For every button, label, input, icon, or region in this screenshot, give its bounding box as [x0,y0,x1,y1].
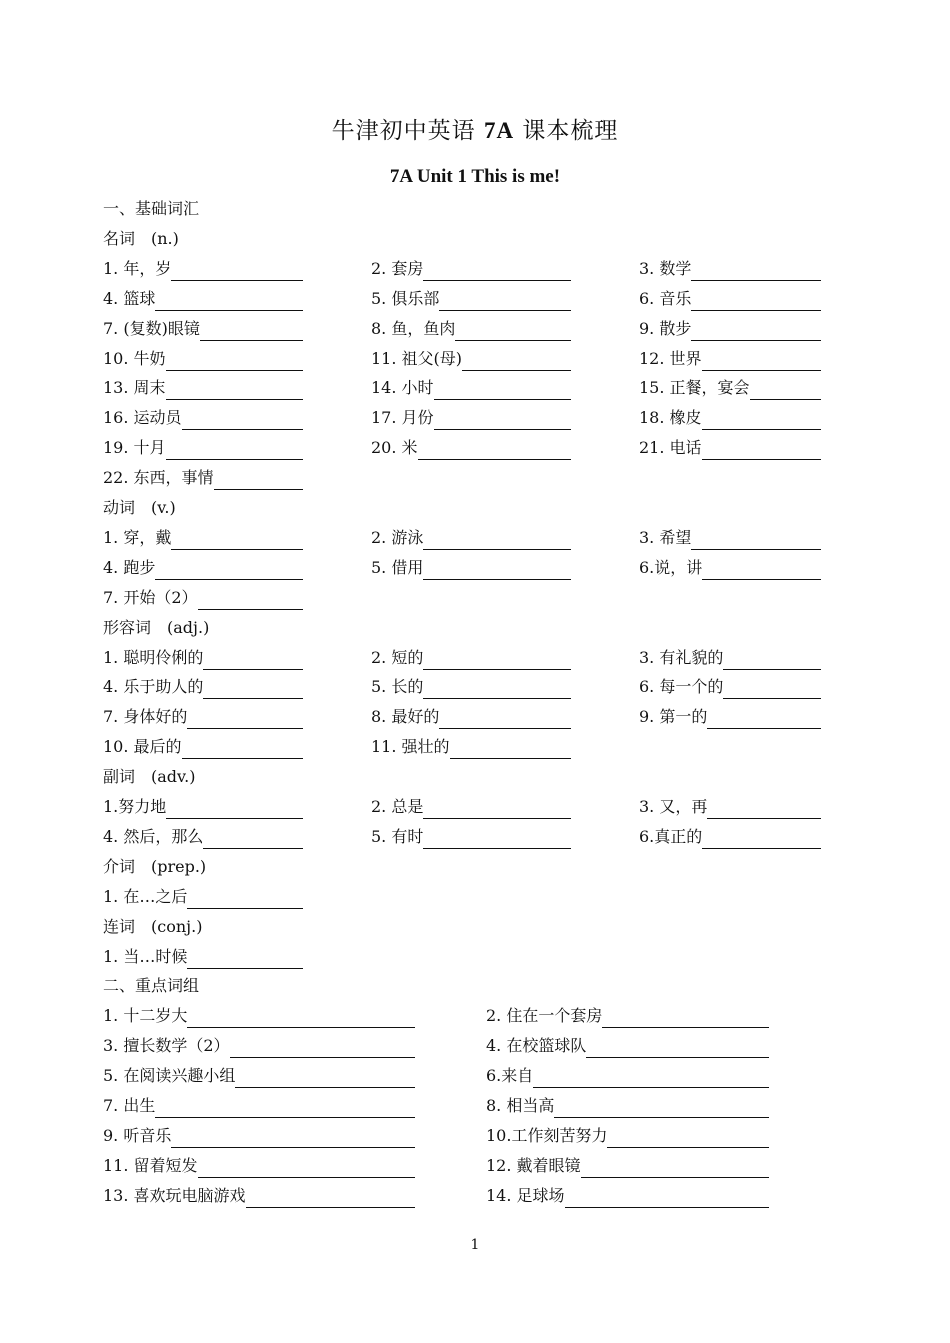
answer-blank[interactable] [707,800,821,819]
vocab-prompt: 15. 正餐，宴会 [639,378,750,397]
section-heading: 一、基础词汇 [103,199,200,218]
vocab-prompt: 1. 在…之后 [103,887,188,906]
vocab-row [0,317,950,341]
answer-blank[interactable] [166,381,303,400]
vocab-row [0,287,950,311]
vocab-item [103,257,303,281]
vocab-item [639,646,821,670]
vocab-prompt: 7. 开始（2） [103,588,198,607]
answer-blank[interactable] [171,531,303,550]
vocab-prompt: 5. 有时 [371,827,424,846]
vocab-item [371,735,571,759]
vocab-prompt: 7. (复数)眼镜 [103,319,200,338]
answer-blank[interactable] [155,292,303,311]
answer-blank[interactable] [565,1189,769,1208]
vocab-row [0,257,950,281]
vocab-item [371,436,571,460]
vocab-prompt: 2. 套房 [371,259,424,278]
vocab-row [0,376,950,400]
vocab-item [103,436,303,460]
vocab-item [103,1034,415,1058]
vocab-item [639,795,821,819]
vocab-item [371,556,571,580]
answer-blank[interactable] [171,1129,415,1148]
answer-blank[interactable] [423,531,571,550]
answer-blank[interactable] [691,531,821,550]
vocab-prompt: 5. 借用 [371,558,424,577]
vocab-item [103,1064,415,1088]
answer-blank[interactable] [166,352,303,371]
vocab-item [103,735,303,759]
vocab-item [486,1004,769,1028]
vocab-prompt: 7. 身体好的 [103,707,188,726]
vocab-prompt: 13. 喜欢玩电脑游戏 [103,1186,246,1205]
vocab-item [103,1124,415,1148]
vocab-prompt: 10. 牛奶 [103,349,166,368]
page-title [0,112,950,145]
vocab-item [103,646,303,670]
phrase-row [0,1094,950,1118]
vocab-row [0,406,950,430]
vocab-prompt: 8. 相当高 [486,1096,555,1115]
vocab-prompt: 12. 世界 [639,349,702,368]
answer-blank[interactable] [203,651,303,670]
vocab-prompt: 1. 年，岁 [103,259,172,278]
answer-blank[interactable] [455,322,571,341]
title-prefix: 牛津初中英语 [331,118,476,144]
vocab-prompt: 16. 运动员 [103,408,182,427]
answer-blank[interactable] [166,800,303,819]
vocab-item [639,317,821,341]
answer-blank[interactable] [155,561,303,580]
answer-blank[interactable] [707,710,821,729]
vocab-prompt: 11. 强壮的 [371,737,450,756]
vocab-item [486,1184,769,1208]
vocab-item [639,347,821,371]
vocab-prompt: 9. 第一的 [639,707,708,726]
word-class-label: 动词 (v.) [103,498,176,517]
vocab-item [371,257,571,281]
vocab-prompt: 2. 总是 [371,797,424,816]
vocab-row [0,556,950,580]
vocab-prompt: 2. 住在一个套房 [486,1006,603,1025]
vocab-item [103,376,303,400]
answer-blank[interactable] [187,950,303,969]
vocab-prompt: 4. 篮球 [103,289,156,308]
vocab-item [103,825,303,849]
vocab-prompt: 21. 电话 [639,438,702,457]
vocab-item [103,556,303,580]
vocab-item [486,1064,769,1088]
vocab-item [103,287,303,311]
vocab-prompt: 3. 擅长数学（2） [103,1036,230,1055]
vocab-prompt: 11. 留着短发 [103,1156,198,1175]
vocab-prompt: 5. 长的 [371,677,424,696]
title-suffix: 课本梳理 [522,118,619,144]
answer-blank[interactable] [200,322,303,341]
vocab-item [103,1094,415,1118]
vocab-prompt: 5. 在阅读兴趣小组 [103,1066,236,1085]
answer-blank[interactable] [171,262,303,281]
vocab-prompt: 2. 短的 [371,648,424,667]
vocab-row [0,347,950,371]
answer-blank[interactable] [691,292,821,311]
vocab-item [371,825,571,849]
vocab-row [0,825,950,849]
vocab-prompt: 7. 出生 [103,1096,156,1115]
answer-blank[interactable] [418,441,571,460]
vocab-item [486,1034,769,1058]
vocab-prompt: 3. 希望 [639,528,692,547]
vocab-row [0,945,950,969]
vocab-prompt: 6. 音乐 [639,289,692,308]
answer-blank[interactable] [246,1189,415,1208]
vocab-prompt: 4. 然后，那么 [103,827,204,846]
vocab-prompt: 6.真正的 [639,827,703,846]
answer-blank[interactable] [187,1009,415,1028]
answer-blank[interactable] [187,890,303,909]
vocab-item [103,1154,415,1178]
vocab-row [0,526,950,550]
vocab-item [103,1184,415,1208]
vocab-prompt: 20. 米 [371,438,418,457]
vocab-item [639,556,821,580]
vocab-row [0,466,950,490]
answer-blank[interactable] [554,1099,769,1118]
answer-blank[interactable] [423,680,571,699]
answer-blank[interactable] [439,292,571,311]
answer-blank[interactable] [607,1129,769,1148]
answer-blank[interactable] [182,411,303,430]
vocab-prompt: 6.说，讲 [639,558,703,577]
vocab-prompt: 1. 穿，戴 [103,528,172,547]
answer-blank[interactable] [581,1159,769,1178]
vocab-prompt: 3. 数学 [639,259,692,278]
answer-blank[interactable] [182,740,303,759]
answer-blank[interactable] [214,471,303,490]
answer-blank[interactable] [702,830,821,849]
answer-blank[interactable] [533,1069,769,1088]
answer-blank[interactable] [423,651,571,670]
vocab-item [639,257,821,281]
vocab-item [103,466,303,490]
vocab-item [639,376,821,400]
answer-blank[interactable] [434,381,571,400]
vocab-item [371,287,571,311]
vocab-item [371,795,571,819]
vocab-prompt: 18. 橡皮 [639,408,702,427]
title-bold: 7A [483,118,515,143]
phrase-row [0,1034,950,1058]
answer-blank[interactable] [198,1159,415,1178]
answer-blank[interactable] [423,561,571,580]
word-class-label: 形容词 (adj.) [103,618,210,637]
vocab-item [103,885,303,909]
phrase-row [0,1154,950,1178]
vocab-item [103,945,303,969]
vocab-prompt: 1. 十二岁大 [103,1006,188,1025]
vocab-prompt: 4. 在校篮球队 [486,1036,587,1055]
vocab-row [0,705,950,729]
vocab-prompt: 2. 游泳 [371,528,424,547]
answer-blank[interactable] [691,262,821,281]
vocab-item [639,526,821,550]
word-class-label: 介词 (prep.) [103,857,207,876]
answer-blank[interactable] [723,651,821,670]
vocab-prompt: 4. 跑步 [103,558,156,577]
vocab-item [103,675,303,699]
vocab-prompt: 13. 周末 [103,378,166,397]
vocab-row [0,436,950,460]
vocab-prompt: 6. 每一个的 [639,677,724,696]
answer-blank[interactable] [602,1009,769,1028]
answer-blank[interactable] [423,830,571,849]
phrase-row [0,1064,950,1088]
answer-blank[interactable] [450,740,571,759]
vocab-item [486,1124,769,1148]
vocab-prompt: 14. 足球场 [486,1186,565,1205]
vocab-item [639,705,821,729]
vocab-item [639,675,821,699]
unit-subtitle: 7A Unit 1 This is me! [389,166,561,187]
vocab-item [371,376,571,400]
answer-blank[interactable] [462,352,571,371]
answer-blank[interactable] [723,680,821,699]
section-heading: 二、重点词组 [103,976,200,995]
vocab-prompt: 8. 最好的 [371,707,440,726]
vocab-item [371,705,571,729]
answer-blank[interactable] [439,710,571,729]
page-number: 1 [470,1237,480,1253]
answer-blank[interactable] [423,800,571,819]
answer-blank[interactable] [434,411,571,430]
phrase-row [0,1124,950,1148]
vocab-item [103,586,303,610]
vocab-prompt: 3. 有礼貌的 [639,648,724,667]
vocab-prompt: 11. 祖父(母) [371,349,463,368]
vocab-item [639,406,821,430]
vocab-prompt: 10. 最后的 [103,737,182,756]
vocab-prompt: 10.工作刻苦努力 [486,1126,608,1145]
answer-blank[interactable] [166,441,303,460]
vocab-row [0,675,950,699]
vocab-item [371,675,571,699]
vocab-prompt: 12. 戴着眼镜 [486,1156,581,1175]
vocab-prompt: 22. 东西，事情 [103,468,214,487]
word-class-label: 连词 (conj.) [103,917,203,936]
answer-blank[interactable] [702,352,821,371]
answer-blank[interactable] [702,411,821,430]
phrase-row [0,1184,950,1208]
answer-blank[interactable] [750,381,821,400]
vocab-item [371,406,571,430]
vocab-row [0,735,950,759]
vocab-row [0,586,950,610]
vocab-prompt: 3. 又，再 [639,797,708,816]
vocab-item [371,347,571,371]
answer-blank[interactable] [586,1039,769,1058]
vocab-item [103,526,303,550]
answer-blank[interactable] [230,1039,415,1058]
vocab-item [103,406,303,430]
answer-blank[interactable] [423,262,571,281]
vocab-item [371,526,571,550]
vocab-item [639,287,821,311]
vocab-prompt: 9. 散步 [639,319,692,338]
answer-blank[interactable] [198,591,303,610]
vocab-prompt: 6.来自 [486,1066,534,1085]
vocab-prompt: 9. 听音乐 [103,1126,172,1145]
vocab-row [0,646,950,670]
vocab-prompt: 1. 聪明伶俐的 [103,648,204,667]
answer-blank[interactable] [203,680,303,699]
answer-blank[interactable] [691,322,821,341]
word-class-label: 名词 (n.) [103,229,179,248]
vocab-prompt: 1. 当…时候 [103,947,188,966]
vocab-item [103,795,303,819]
word-class-label: 副词 (adv.) [103,767,196,786]
answer-blank[interactable] [702,441,821,460]
vocab-prompt: 19. 十月 [103,438,166,457]
vocab-item [103,1004,415,1028]
vocab-prompt: 14. 小时 [371,378,434,397]
answer-blank[interactable] [155,1099,415,1118]
phrase-row [0,1004,950,1028]
answer-blank[interactable] [702,561,821,580]
vocab-item [371,317,571,341]
vocab-prompt: 8. 鱼，鱼肉 [371,319,456,338]
vocab-item [103,347,303,371]
vocab-prompt: 4. 乐于助人的 [103,677,204,696]
answer-blank[interactable] [187,710,303,729]
vocab-item [371,646,571,670]
vocab-item [103,705,303,729]
vocab-item [103,317,303,341]
answer-blank[interactable] [235,1069,415,1088]
vocab-prompt: 1.努力地 [103,797,167,816]
vocab-row [0,795,950,819]
vocab-prompt: 17. 月份 [371,408,434,427]
vocab-item [639,436,821,460]
vocab-item [486,1154,769,1178]
vocab-item [639,825,821,849]
vocab-prompt: 5. 俱乐部 [371,289,440,308]
vocab-row [0,885,950,909]
answer-blank[interactable] [203,830,303,849]
vocab-item [486,1094,769,1118]
